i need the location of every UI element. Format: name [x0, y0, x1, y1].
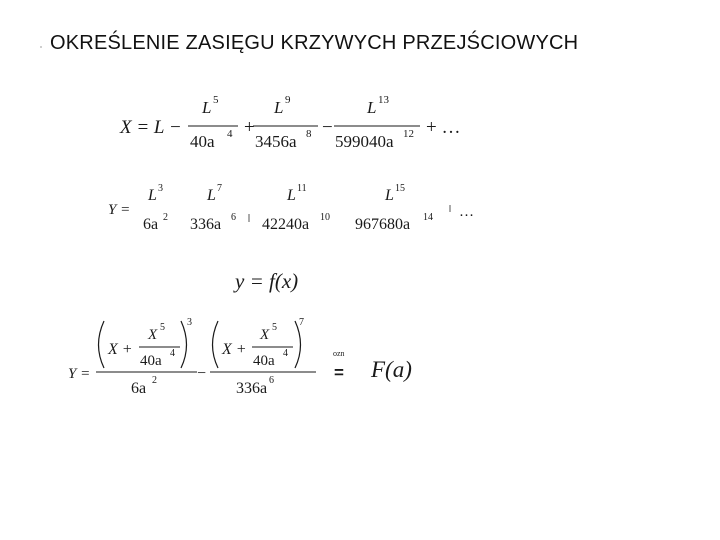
eq-y-t1-den-exp: 2: [163, 212, 168, 223]
eq-y-t3-den-exp: 10: [320, 212, 330, 223]
eq-big-f1-inner-x: X +: [108, 341, 133, 358]
eq-big-equals: =: [334, 363, 344, 382]
eq-big-f1-den-exp: 2: [152, 375, 157, 386]
eq-y-t2-den-exp: 6: [231, 212, 236, 223]
equation-y: [108, 183, 474, 233]
eq-f-text: y = f(x): [235, 269, 299, 293]
eq-y-t2-num: L: [207, 187, 216, 204]
eq-big-f2-outer-exp: 7: [299, 317, 304, 328]
eq-y-t2-den: 336a: [190, 216, 222, 233]
eq-y-t1-den: 6a: [143, 216, 159, 233]
eq-big-f1-lparen: [99, 321, 105, 368]
eq-x-t2-num: L: [274, 98, 284, 117]
eq-big-minus: −: [197, 365, 207, 382]
eq-x-t2-den: 3456a: [255, 132, 297, 151]
eq-big-f1-rparen: [181, 321, 187, 368]
equation-big: [68, 317, 412, 397]
slide-title: OKREŚLENIE ZASIĘGU KRZYWYCH PRZEJŚCIOWYCH: [50, 32, 579, 54]
eq-big-result: F(a): [371, 357, 412, 382]
eq-big-f2-rparen: [295, 321, 301, 368]
eq-big-ozn-label: ozn: [333, 349, 345, 358]
eq-big-lhs: Y =: [68, 366, 91, 382]
eq-x-t2-den-exp: 8: [306, 128, 312, 140]
eq-y-t3-num-exp: 11: [297, 183, 307, 194]
eq-y-t2-num-exp: 7: [217, 183, 222, 194]
eq-y-t4-num-exp: 15: [395, 183, 405, 194]
eq-y-t4-den-exp: 14: [423, 212, 433, 223]
eq-x-t1-num-exp: 5: [213, 94, 219, 106]
eq-big-f2-inner-num: X: [260, 327, 270, 343]
eq-big-f2-den-exp: 6: [269, 375, 274, 386]
eq-y-t4-den: 967680a: [355, 216, 411, 233]
eq-x-t1-den-exp: 4: [227, 128, 233, 140]
eq-big-f1-outer-exp: 3: [187, 317, 192, 328]
eq-y-t4-num: L: [385, 187, 394, 204]
eq-y-t1-num: L: [148, 187, 157, 204]
eq-big-f1-inner-den: 40a: [140, 353, 162, 369]
eq-x-t1-den: 40a: [190, 132, 215, 151]
eq-big-f1-den: 6a: [131, 380, 147, 397]
eq-x-t3-num: L: [367, 98, 377, 117]
eq-big-f2-lparen: [213, 321, 219, 368]
eq-big-f2-inner-num-exp: 5: [272, 322, 277, 333]
eq-x-op2: −: [322, 117, 333, 138]
eq-x-t3-num-exp: 13: [378, 94, 389, 106]
eq-big-f2-inner-x: X +: [222, 341, 247, 358]
eq-big-f2-inner-den-exp: 4: [283, 348, 288, 359]
eq-y-t3-den: 42240a: [262, 216, 310, 233]
eq-y-t3-num: L: [287, 187, 296, 204]
eq-x-t2-num-exp: 9: [285, 94, 291, 106]
eq-x-t1-num: L: [202, 98, 212, 117]
eq-x-op1: +: [244, 117, 255, 138]
eq-y-lhs: Y =: [108, 202, 131, 218]
eq-y-t1-num-exp: 3: [158, 183, 163, 194]
eq-x-lhs: X = L −: [120, 117, 182, 138]
eq-x-t3-den: 599040a: [335, 132, 394, 151]
eq-big-f1-inner-den-exp: 4: [170, 348, 175, 359]
eq-x-t3-den-exp: 12: [403, 128, 414, 140]
eq-big-f2-inner-den: 40a: [253, 353, 275, 369]
eq-y-tail: …: [459, 204, 474, 220]
eq-x-tail: + …: [426, 117, 461, 138]
equation-x: [119, 94, 460, 151]
eq-big-f2-den: 336a: [236, 380, 268, 397]
eq-big-f1-inner-num: X: [148, 327, 158, 343]
equation-function: [233, 269, 298, 293]
eq-big-f1-inner-num-exp: 5: [160, 322, 165, 333]
